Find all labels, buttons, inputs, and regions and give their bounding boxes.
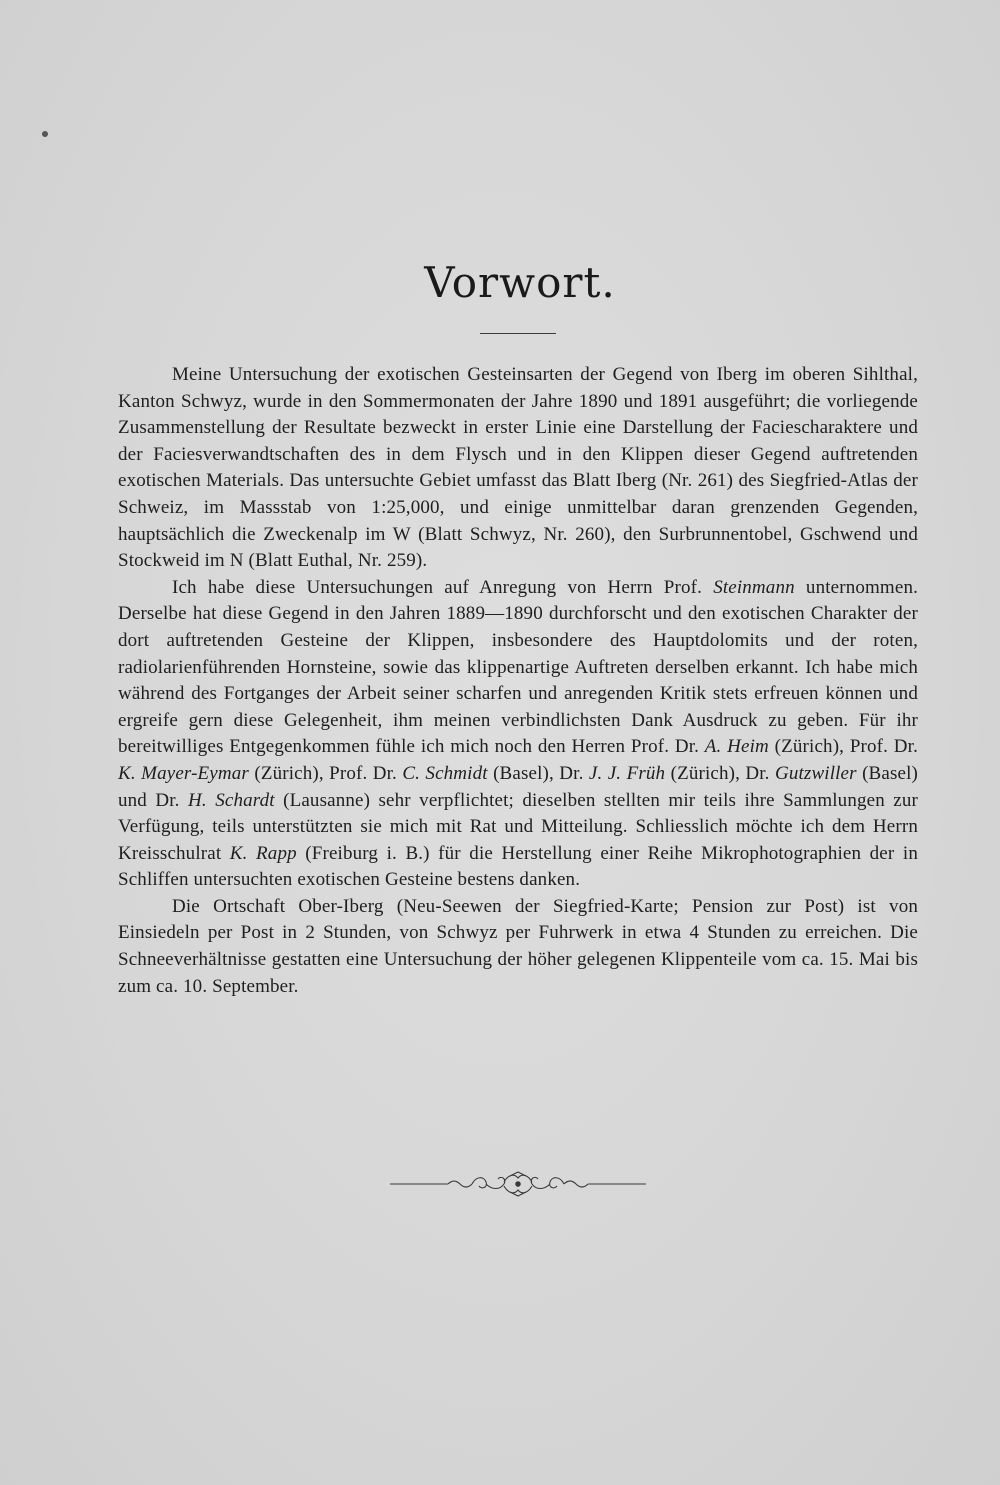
italic-name: K. Mayer-Eymar — [118, 762, 249, 784]
paragraph-3 — [118, 894, 918, 1000]
italic-name: Steinmann — [713, 576, 795, 598]
italic-name: A. Heim — [704, 736, 769, 758]
italic-name: H. Schardt — [188, 789, 275, 811]
text-run: (Freiburg i. B.) für die Herstellung einer Reihe Mikrophotographien der in Schliffen untersuchten exotischen Gesteine bestens danken. — [118, 842, 918, 891]
text-run: (Lausanne) sehr verpflichtet; dieselben stellten mir teils ihre Sammlungen zur Verfügung, teils unterstützten sie mich mit Rat und Mitteilung. Schliesslich möchte ich dem Herrn Kreisschulrat — [118, 789, 918, 864]
paragraph-1 — [118, 362, 918, 575]
text-run: (Zürich), Dr. — [665, 762, 775, 784]
text-run: Ich habe diese Untersuchungen auf Anregung von Herrn Prof. — [172, 576, 714, 598]
text-run: (Basel), Dr. — [487, 762, 589, 784]
italic-name: Gutzwiller — [774, 762, 857, 784]
paper-speck — [42, 131, 48, 137]
text-run: (Basel) und Dr. — [118, 762, 918, 811]
paragraph-2 — [118, 575, 918, 894]
foreword-body — [118, 362, 918, 1000]
text-run: (Zürich), Prof. Dr. — [248, 762, 403, 784]
text-run: Meine Untersuchung der exotischen Gesteinsarten der Gegend von Iberg im oberen Sihlthal, Kanton Schwyz, wurde in den Sommermonaten der Jahre 1890 und 1891 ausgeführt; die vorliegende Zusammenstellung der Resultate bezweckt in erster Linie eine Darstellung der Faciescharaktere und der Faciesverwandtschaften des in dem Flysch und in den Klippen dieser Gegend auftretenden exotischen Materials. Das untersuchte Gebiet umfasst das Blatt Iberg (Nr. 261) des Siegfried-Atlas der Schweiz, im Massstab von 1:25,000, und einige unmittelbar daran grenzenden Gegenden, hauptsächlich die Zweckenalp im W (Blatt Schwyz, Nr. 260), den Surbrunnentobel, Gschwend und Stockweid im N (Blatt Euthal, Nr. 259). — [118, 364, 918, 572]
italic-name: C. Schmidt — [402, 762, 488, 784]
italic-name: J. J. Früh — [588, 762, 666, 784]
vignette-ornament-icon — [390, 1170, 646, 1198]
text-run: unternommen. Derselbe hat diese Gegend in den Jahren 1889—1890 durchforscht und den exotischen Charakter der dort auftretenden Gesteine der Klippen, insbesondere des Hauptdolomits und der roten, radiolarienführenden Hornsteine, sowie das klippenartige Auftreten derselben erkannt. Ich habe mich während des Fortganges der Arbeit seiner scharfen und anregenden Kritik stets erfreuen können und ergreife gern diese Gelegenheit, ihm meinen verbindlichsten Dank Ausdruck zu geben. Für ihr bereitwilliges Entgegenkommen fühle ich mich noch den Herren Prof. Dr. — [118, 576, 918, 758]
italic-name: K. Rapp — [229, 842, 297, 864]
text-run: (Zürich), Prof. Dr. — [768, 736, 918, 758]
title-divider — [480, 333, 556, 334]
page-title: Vorwort. — [424, 258, 616, 307]
text-run: Die Ortschaft Ober-Iberg (Neu-Seewen der Siegfried-Karte; Pension zur Post) ist von Einsiedeln per Post in 2 Stunden, von Schwyz per Fuhrwerk in etwa 4 Stunden zu erreichen. Die Schneeverhältnisse gestatten eine Untersuchung der höher gelegenen Klippenteile vom ca. 15. Mai bis zum ca. 10. September. — [118, 895, 918, 997]
